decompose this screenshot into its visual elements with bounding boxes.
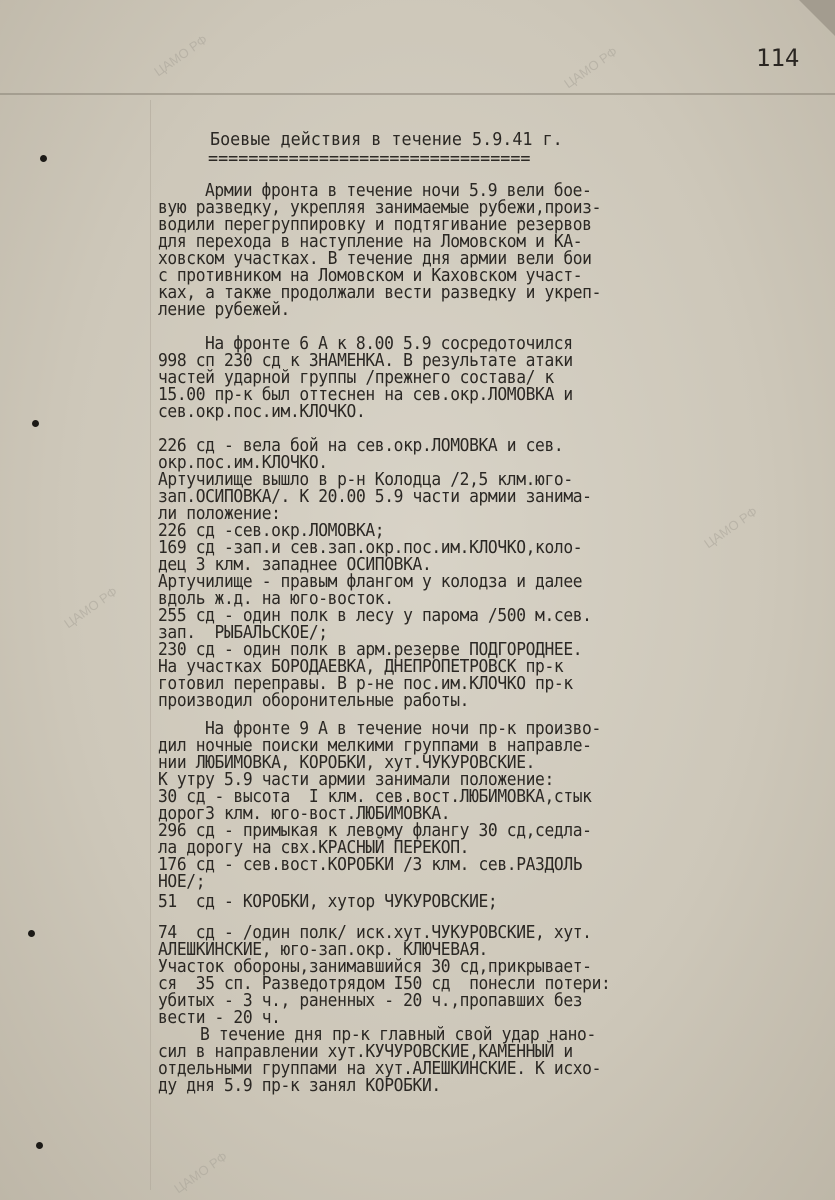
text-line: ся 35 сп. Разведотрядом I50 сд понесли потери:: [158, 974, 611, 994]
text-line: 998 сп 230 сд к ЗНАМЕНКА. В результате атаки: [158, 351, 573, 371]
text-line: 15.00 пр-к был оттеснен на сев.окр.ЛОМОВКА и: [158, 385, 573, 405]
text-line: окр.пос.им.КЛОЧКО.: [158, 453, 328, 473]
folded-corner: [799, 0, 835, 36]
text-line: Армии фронта в течение ночи 5.9 вели бое-: [205, 181, 592, 201]
text-line: производил оборонительные работы.: [158, 691, 470, 711]
text-line: сил в направлении хут.КУЧУРОВСКИЕ,КАМЕННЫЙ и: [158, 1042, 573, 1062]
punch-hole-icon: [32, 420, 39, 427]
text-line: сев.окр.пос.им.КЛОЧКО.: [158, 402, 366, 422]
text-line: 30 сд - высота I клм. сев.вост.ЛЮБИМОВКА,стык: [158, 787, 592, 807]
margin-line: [150, 100, 151, 1190]
text-line: с противником на Ломовском и Каховском участ-: [158, 266, 583, 286]
text-line: дил ночные поиски мелкими группами в направле-: [158, 736, 592, 756]
text-line: дец 3 клм. западнее ОСИПОВКА.: [158, 555, 432, 575]
watermark: ЦАМО РФ: [61, 583, 121, 632]
text-line: 51 сд - КОРОБКИ, хутор ЧУКУРОВСКИЕ;: [158, 892, 498, 912]
title-rule: ================================: [208, 148, 531, 169]
text-line: отдельными группами на хут.АЛЕШКИНСКИЕ. К исхо-: [158, 1059, 602, 1079]
text-line: Артучилище - правым флангом у колодза и далее: [158, 572, 583, 592]
text-line: На участках БОРОДАЕВКА, ДНЕПРОПЕТРОВСК пр-к: [158, 657, 564, 677]
text-line: готовил переправы. В р-не пос.им.КЛОЧКО пр-к: [158, 674, 573, 694]
text-line: ление рубежей.: [158, 300, 290, 320]
page-number: 114: [756, 44, 800, 72]
text-line: ду дня 5.9 пр-к занял КОРОБКИ.: [158, 1076, 441, 1096]
text-line: На фронте 6 А к 8.00 5.9 сосредоточился: [205, 334, 573, 354]
text-line: водили перегруппировку и подтягивание резервов: [158, 215, 592, 235]
watermark: ЦАМО РФ: [171, 1148, 231, 1197]
text-line: вую разведку, укрепляя занимаемые рубежи,произ-: [158, 198, 602, 218]
text-line: убитых - 3 ч., раненных - 20 ч.,пропавших без: [158, 991, 583, 1011]
text-line: частей ударной группы /прежнего состава/ к: [158, 368, 554, 388]
text-line: К утру 5.9 части армии занимали положение:: [158, 770, 554, 790]
text-line: В течение дня пр-к главный свой удар нано-: [200, 1025, 596, 1045]
document-title: Боевые действия в течение 5.9.41 г.: [210, 129, 563, 150]
text-line: 74 сд - /один полк/ иск.хут.ЧУКУРОВСКИЕ, хут.: [158, 923, 592, 943]
paper-fold-line: [0, 93, 835, 95]
watermark: ЦАМО РФ: [151, 31, 211, 80]
text-line: 230 сд - один полк в арм.резерве ПОДГОРОДНЕЕ.: [158, 640, 583, 660]
text-line: вести - 20 ч.: [158, 1008, 281, 1028]
text-line: ховском участках. В течение дня армии вели бои: [158, 249, 592, 269]
text-line: зап. РЫБАЛЬСКОЕ/;: [158, 623, 328, 643]
text-line: 169 сд -зап.и сев.зап.окр.пос.им.КЛОЧКО,коло-: [158, 538, 583, 558]
text-line: зап.ОСИПОВКА/. К 20.00 5.9 части армии занима-: [158, 487, 592, 507]
text-line: дорог3 клм. юго-вост.ЛЮБИМОВКА.: [158, 804, 451, 824]
text-line: НОЕ/;: [158, 872, 206, 892]
text-line: ла дорогу на свх.КРАСНЫЙ ПЕРЕКОП.: [158, 838, 470, 858]
text-line: Участок обороны,занимавшийся 30 сд,прикрывает-: [158, 957, 592, 977]
text-line: ли положение:: [158, 504, 281, 524]
text-line: 226 сд -сев.окр.ЛОМОВКА;: [158, 521, 385, 541]
watermark: ЦАМО РФ: [701, 503, 761, 552]
text-line: нии ЛЮБИМОВКА, КОРОБКИ, хут.ЧУКУРОВСКИЕ.: [158, 753, 536, 773]
text-line: 296 сд - примыкая к левому флангу 30 сд,седла-: [158, 821, 592, 841]
text-line: для перехода в наступление на Ломовском и КА-: [158, 232, 583, 252]
punch-hole-icon: [36, 1142, 43, 1149]
text-line: ках, а также продолжали вести разведку и укреп-: [158, 283, 602, 303]
text-line: вдоль ж.д. на юго-восток.: [158, 589, 394, 609]
text-line: 255 сд - один полк в лесу у парома /500 м.сев.: [158, 606, 592, 626]
text-line: На фронте 9 А в течение ночи пр-к произво-: [205, 719, 601, 739]
text-line: 176 сд - сев.вост.КОРОБКИ /3 клм. сев.РАЗДОЛЬ: [158, 855, 583, 875]
watermark: ЦАМО РФ: [561, 43, 621, 92]
punch-hole-icon: [28, 930, 35, 937]
text-line: Артучилище вышло в р-н Колодца /2,5 клм.юго-: [158, 470, 573, 490]
punch-hole-icon: [40, 155, 47, 162]
text-line: 226 сд - вела бой на сев.окр.ЛОМОВКА и сев.: [158, 436, 564, 456]
text-line: АЛЕШКИНСКИЕ, юго-зап.окр. КЛЮЧЕВАЯ.: [158, 940, 488, 960]
